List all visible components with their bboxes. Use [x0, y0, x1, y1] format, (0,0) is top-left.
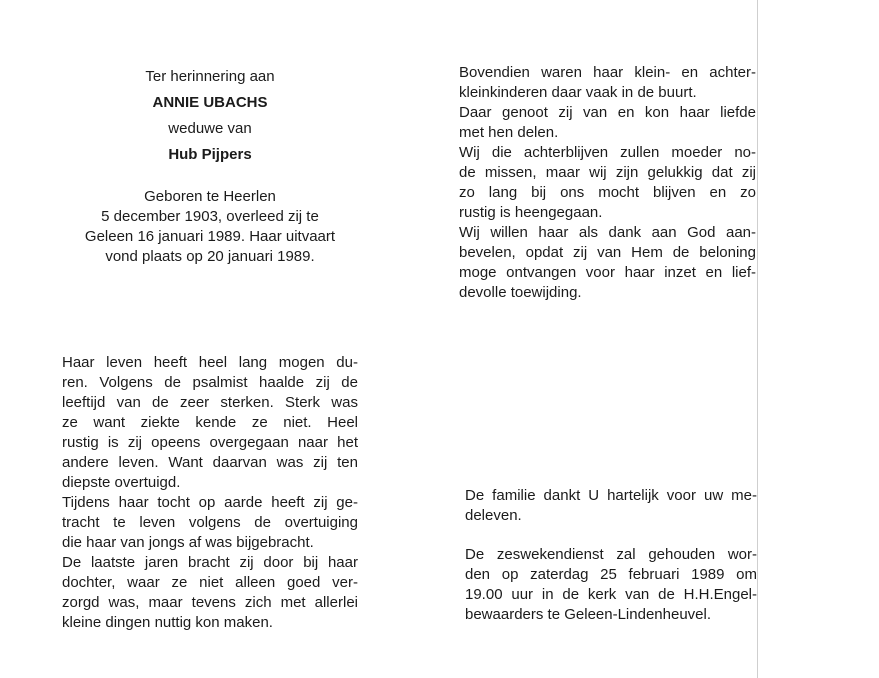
- birth-line: vond plaats op 20 januari 1989.: [105, 248, 315, 265]
- text-line: moge ontvangen voor haar inzet en lief-: [459, 264, 756, 281]
- text-line: den op zaterdag 25 februari 1989 om: [465, 566, 757, 583]
- birth-line: 5 december 1903, overleed zij te: [101, 208, 319, 225]
- birth-death-block: [55, 187, 365, 267]
- text-line: Daar genoot zij van en kon haar liefde: [459, 104, 756, 121]
- text-line: met hen delen.: [459, 124, 559, 141]
- spouse-name: Hub Pijpers: [168, 146, 252, 163]
- family-text: [459, 63, 756, 303]
- text-line: rustig is heengegaan.: [459, 204, 603, 221]
- text-line: deleven.: [465, 507, 522, 524]
- text-line: De familie dankt U hartelijk voor uw me-: [465, 487, 757, 504]
- remembrance-line: Ter herinnering aan: [145, 68, 275, 85]
- text-line: Wij die achterblijven zullen moeder no-: [459, 144, 756, 161]
- text-line: de missen, maar wij zijn gelukkig dat zij: [459, 164, 756, 181]
- text-line: dochter, waar ze niet alleen goed ver-: [62, 574, 358, 591]
- text-line: kleine dingen nuttig kon maken.: [62, 614, 273, 631]
- text-line: tracht te leven volgens de overtuiging: [62, 514, 358, 531]
- text-line: zorgd was, maar tevens zich met allerlei: [62, 594, 358, 611]
- text-line: zo lang bij ons mocht blijven en zo: [459, 184, 756, 201]
- text-line: bevelen, opdat zij van Hem de beloning: [459, 244, 756, 261]
- text-line: 19.00 uur in de kerk van de H.H.Engel-: [465, 586, 757, 603]
- service-text: [465, 545, 757, 625]
- text-line: De zeswekendienst zal gehouden wor-: [465, 546, 757, 563]
- text-line: Tijdens haar tocht op aarde heeft zij ge-: [62, 494, 358, 511]
- text-line: rustig is zij opeens overgegaan naar het: [62, 434, 358, 451]
- birth-line: Geleen 16 januari 1989. Haar uitvaart: [84, 228, 336, 245]
- text-line: devolle toewijding.: [459, 284, 582, 301]
- text-line: bewaarders te Geleen-Lindenheuvel.: [465, 606, 711, 623]
- text-line: kleinkinderen daar vaak in de buurt.: [459, 84, 697, 101]
- remembrance-header: [80, 67, 340, 171]
- text-line: diepste overtuigd.: [62, 474, 181, 491]
- text-line: ren. Volgens de psalmist haalde zij de: [62, 374, 358, 391]
- text-line: die haar van jongs af was bijgebracht.: [62, 534, 314, 551]
- text-line: Wij willen haar als dank aan God aan-: [459, 224, 756, 241]
- life-text: [62, 353, 358, 633]
- text-line: Bovendien waren haar klein- en achter-: [459, 64, 756, 81]
- text-line: andere leven. Want daarvan was zij ten: [62, 454, 358, 471]
- text-line: De laatste jaren bracht zij door bij haar: [62, 554, 358, 571]
- card-fold-line: [757, 0, 758, 678]
- birth-line: Geboren te Heerlen: [144, 188, 276, 205]
- text-line: Haar leven heeft heel lang mogen du-: [62, 354, 358, 371]
- thanks-text: [465, 486, 757, 526]
- widow-of-line: weduwe van: [168, 120, 252, 137]
- text-line: ze want ziekte kende ze niet. Heel: [62, 414, 358, 431]
- text-line: leeftijd van de zeer sterken. Sterk was: [62, 394, 358, 411]
- deceased-name: ANNIE UBACHS: [152, 94, 268, 111]
